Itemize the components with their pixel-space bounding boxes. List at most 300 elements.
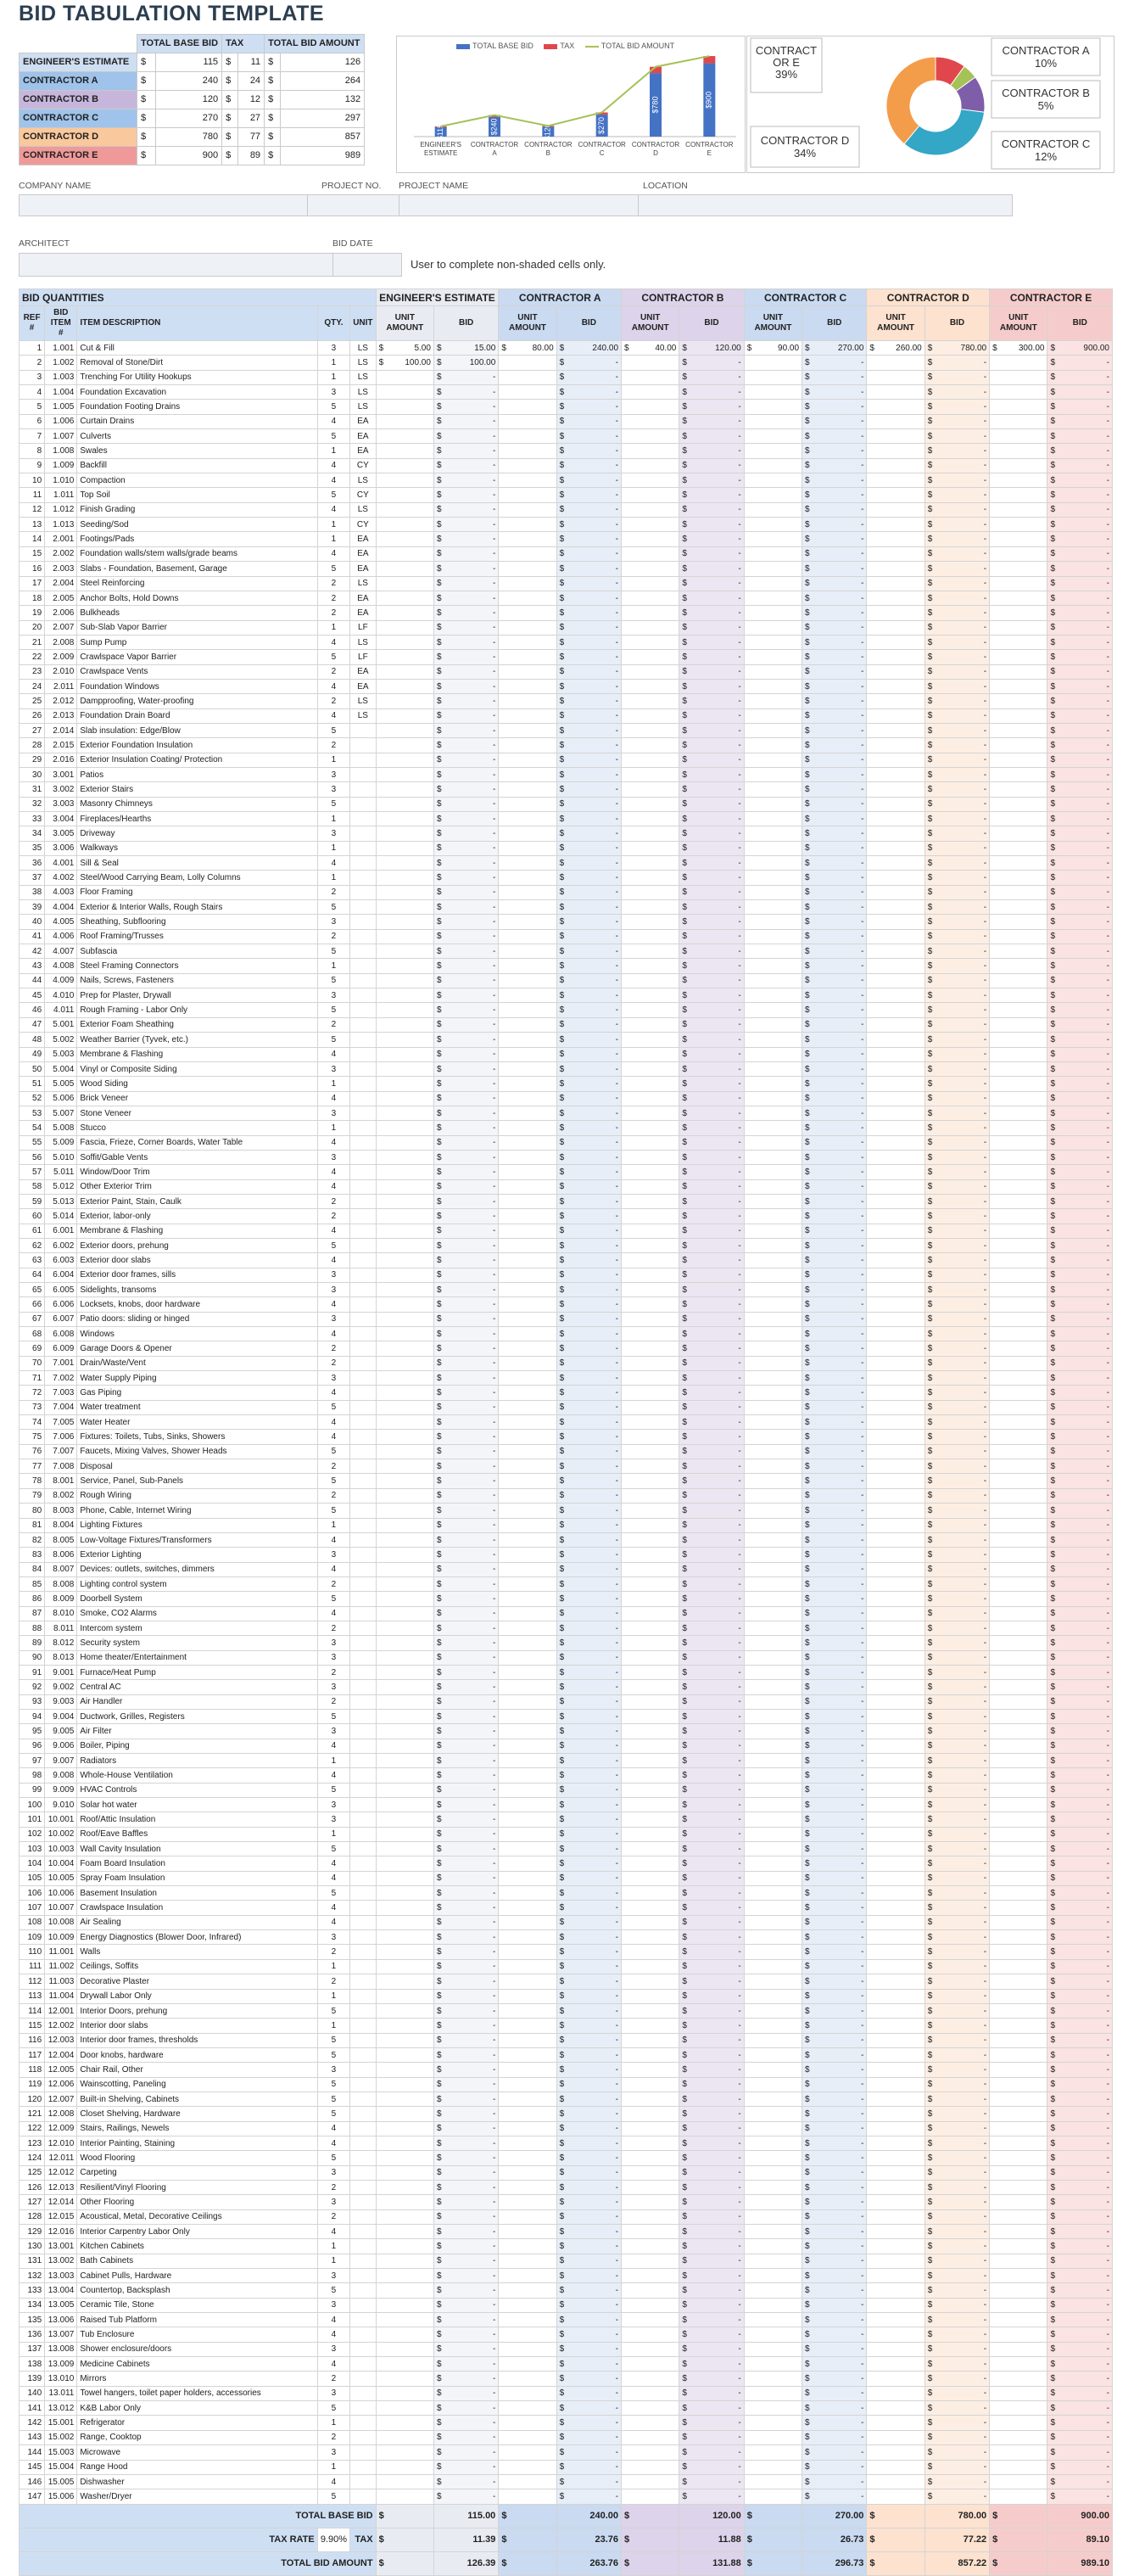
unit-amount-contractor-e[interactable] xyxy=(990,606,1047,620)
item-description[interactable]: Exterior Paint, Stain, Caulk xyxy=(77,1194,317,1208)
bid-item-number[interactable]: 10.006 xyxy=(45,1886,77,1901)
unit-amount-engineer[interactable] xyxy=(376,2342,433,2356)
unit-amount-contractor-d[interactable] xyxy=(867,2151,925,2165)
item-unit[interactable] xyxy=(350,2063,376,2077)
unit-amount-contractor-a[interactable] xyxy=(499,356,556,370)
unit-amount-contractor-b[interactable] xyxy=(622,1592,679,1606)
item-quantity[interactable]: 5 xyxy=(317,2283,349,2298)
unit-amount-engineer[interactable] xyxy=(376,723,433,737)
unit-amount-contractor-b[interactable] xyxy=(622,2401,679,2416)
unit-amount-contractor-a[interactable] xyxy=(499,546,556,561)
item-quantity[interactable]: 4 xyxy=(317,1871,349,1885)
bid-item-number[interactable]: 12.013 xyxy=(45,2180,77,2194)
unit-amount-contractor-d[interactable] xyxy=(867,753,925,767)
unit-amount-contractor-d[interactable] xyxy=(867,1798,925,1812)
item-unit[interactable] xyxy=(350,2121,376,2136)
bid-item-number[interactable]: 2.003 xyxy=(45,562,77,576)
unit-amount-contractor-e[interactable] xyxy=(990,1930,1047,1945)
item-description[interactable]: Other Flooring xyxy=(77,2195,317,2209)
unit-amount-engineer[interactable] xyxy=(376,1650,433,1665)
bid-item-number[interactable]: 1.006 xyxy=(45,414,77,428)
item-unit[interactable]: LS xyxy=(350,694,376,708)
unit-amount-contractor-e[interactable] xyxy=(990,546,1047,561)
item-description[interactable]: Water Heater xyxy=(77,1415,317,1430)
unit-amount-contractor-e[interactable] xyxy=(990,988,1047,1003)
bid-item-number[interactable]: 8.012 xyxy=(45,1636,77,1650)
bid-item-number[interactable]: 12.002 xyxy=(45,2019,77,2033)
unit-amount-contractor-e[interactable] xyxy=(990,1812,1047,1827)
unit-amount-contractor-a[interactable] xyxy=(499,562,556,576)
item-quantity[interactable]: 3 xyxy=(317,1930,349,1945)
unit-amount-contractor-b[interactable] xyxy=(622,1680,679,1694)
unit-amount-contractor-a[interactable] xyxy=(499,2003,556,2018)
unit-amount-contractor-b[interactable] xyxy=(622,2342,679,2356)
unit-amount-contractor-d[interactable] xyxy=(867,959,925,973)
unit-amount-contractor-b[interactable] xyxy=(622,1621,679,1635)
bid-item-number[interactable]: 5.010 xyxy=(45,1150,77,1164)
item-quantity[interactable]: 1 xyxy=(317,620,349,635)
unit-amount-contractor-b[interactable] xyxy=(622,856,679,871)
unit-amount-contractor-a[interactable] xyxy=(499,753,556,767)
unit-amount-contractor-c[interactable] xyxy=(744,1739,802,1753)
item-quantity[interactable]: 4 xyxy=(317,1253,349,1268)
unit-amount-engineer[interactable] xyxy=(376,1783,433,1797)
unit-amount-contractor-d[interactable] xyxy=(867,812,925,826)
bid-item-number[interactable]: 5.013 xyxy=(45,1194,77,1208)
unit-amount-contractor-b[interactable] xyxy=(622,2430,679,2444)
unit-amount-contractor-c[interactable] xyxy=(744,1709,802,1723)
unit-amount-contractor-b[interactable] xyxy=(622,2460,679,2474)
unit-amount-contractor-d[interactable] xyxy=(867,429,925,444)
unit-amount-contractor-d[interactable] xyxy=(867,1415,925,1430)
unit-amount-contractor-c[interactable] xyxy=(744,2092,802,2106)
bid-item-number[interactable]: 13.008 xyxy=(45,2342,77,2356)
unit-amount-engineer[interactable] xyxy=(376,502,433,517)
unit-amount-contractor-d[interactable] xyxy=(867,1739,925,1753)
unit-amount-contractor-b[interactable] xyxy=(622,2033,679,2047)
unit-amount-contractor-c[interactable] xyxy=(744,1812,802,1827)
bid-item-number[interactable]: 1.005 xyxy=(45,400,77,414)
item-description[interactable]: Exterior & Interior Walls, Rough Stairs xyxy=(77,900,317,915)
unit-amount-contractor-e[interactable] xyxy=(990,959,1047,973)
unit-amount-contractor-b[interactable] xyxy=(622,2063,679,2077)
unit-amount-contractor-a[interactable] xyxy=(499,1106,556,1120)
unit-amount-contractor-d[interactable] xyxy=(867,1783,925,1797)
unit-amount-engineer[interactable] xyxy=(376,1179,433,1194)
unit-amount-contractor-a[interactable] xyxy=(499,1548,556,1562)
item-quantity[interactable]: 3 xyxy=(317,1268,349,1282)
unit-amount-contractor-a[interactable] xyxy=(499,1238,556,1252)
unit-amount-contractor-b[interactable] xyxy=(622,1091,679,1106)
bid-item-number[interactable]: 1.007 xyxy=(45,429,77,444)
unit-amount-contractor-e[interactable] xyxy=(990,576,1047,591)
unit-amount-contractor-c[interactable] xyxy=(744,2239,802,2254)
unit-amount-contractor-b[interactable] xyxy=(622,1150,679,1164)
unit-amount-contractor-d[interactable] xyxy=(867,1033,925,1047)
item-unit[interactable]: LS xyxy=(350,576,376,591)
unit-amount-contractor-e[interactable] xyxy=(990,1592,1047,1606)
unit-amount-contractor-c[interactable] xyxy=(744,1650,802,1665)
bid-item-number[interactable]: 9.007 xyxy=(45,1754,77,1768)
unit-amount-contractor-c[interactable] xyxy=(744,414,802,428)
item-unit[interactable] xyxy=(350,1783,376,1797)
unit-amount-contractor-e[interactable] xyxy=(990,1444,1047,1459)
unit-amount-engineer[interactable] xyxy=(376,664,433,679)
unit-amount-contractor-d[interactable] xyxy=(867,2225,925,2239)
item-description[interactable]: Wood Siding xyxy=(77,1077,317,1091)
item-description[interactable]: Bulkheads xyxy=(77,606,317,620)
unit-amount-contractor-d[interactable] xyxy=(867,2386,925,2400)
unit-amount-contractor-b[interactable] xyxy=(622,1415,679,1430)
unit-amount-contractor-b[interactable] xyxy=(622,1856,679,1871)
unit-amount-contractor-a[interactable] xyxy=(499,2121,556,2136)
item-unit[interactable] xyxy=(350,2092,376,2106)
item-quantity[interactable]: 1 xyxy=(317,753,349,767)
unit-amount-engineer[interactable] xyxy=(376,1636,433,1650)
unit-amount-contractor-b[interactable] xyxy=(622,1135,679,1150)
unit-amount-contractor-b[interactable] xyxy=(622,2077,679,2092)
unit-amount-contractor-d[interactable] xyxy=(867,400,925,414)
unit-amount-contractor-a[interactable] xyxy=(499,2225,556,2239)
unit-amount-contractor-c[interactable] xyxy=(744,385,802,400)
unit-amount-contractor-c[interactable] xyxy=(744,2269,802,2283)
unit-amount-contractor-b[interactable] xyxy=(622,2165,679,2180)
item-unit[interactable]: LS xyxy=(350,385,376,400)
unit-amount-contractor-b[interactable] xyxy=(622,1504,679,1518)
unit-amount-contractor-e[interactable] xyxy=(990,1312,1047,1326)
bid-item-number[interactable]: 2.016 xyxy=(45,753,77,767)
item-unit[interactable] xyxy=(350,1974,376,1989)
unit-amount-contractor-b[interactable] xyxy=(622,944,679,959)
tax-rate-input[interactable]: 9.90% xyxy=(317,2528,349,2551)
item-description[interactable]: Faucets, Mixing Valves, Shower Heads xyxy=(77,1444,317,1459)
unit-amount-contractor-c[interactable] xyxy=(744,2357,802,2372)
unit-amount-contractor-e[interactable] xyxy=(990,694,1047,708)
item-unit[interactable] xyxy=(350,856,376,871)
unit-amount-engineer[interactable] xyxy=(376,1430,433,1444)
item-description[interactable]: Slab insulation: Edge/Blow xyxy=(77,723,317,737)
item-unit[interactable] xyxy=(350,1165,376,1179)
unit-amount-contractor-e[interactable] xyxy=(990,1665,1047,1679)
item-quantity[interactable]: 5 xyxy=(317,1592,349,1606)
unit-amount-contractor-b[interactable] xyxy=(622,679,679,693)
unit-amount-contractor-a[interactable] xyxy=(499,1930,556,1945)
unit-amount-contractor-d[interactable] xyxy=(867,2474,925,2489)
item-unit[interactable] xyxy=(350,1606,376,1621)
unit-amount-contractor-a[interactable] xyxy=(499,1444,556,1459)
unit-amount-contractor-d[interactable] xyxy=(867,1548,925,1562)
unit-amount-engineer[interactable] xyxy=(376,1459,433,1474)
item-quantity[interactable]: 4 xyxy=(317,635,349,649)
item-description[interactable]: Exterior Stairs xyxy=(77,782,317,797)
item-unit[interactable]: EA xyxy=(350,606,376,620)
bid-item-number[interactable]: 9.005 xyxy=(45,1724,77,1739)
unit-amount-contractor-e[interactable] xyxy=(990,562,1047,576)
unit-amount-contractor-d[interactable] xyxy=(867,1621,925,1635)
unit-amount-contractor-a[interactable] xyxy=(499,1504,556,1518)
item-unit[interactable]: EA xyxy=(350,591,376,605)
unit-amount-contractor-c[interactable] xyxy=(744,1238,802,1252)
item-quantity[interactable]: 1 xyxy=(317,1754,349,1768)
unit-amount-contractor-a[interactable] xyxy=(499,650,556,664)
unit-amount-contractor-d[interactable] xyxy=(867,1327,925,1341)
item-description[interactable]: Ductwork, Grilles, Registers xyxy=(77,1709,317,1723)
item-unit[interactable]: LS xyxy=(350,502,376,517)
unit-amount-engineer[interactable] xyxy=(376,2283,433,2298)
item-quantity[interactable]: 1 xyxy=(317,812,349,826)
item-description[interactable]: Shower enclosure/doors xyxy=(77,2342,317,2356)
unit-amount-contractor-e[interactable] xyxy=(990,2401,1047,2416)
unit-amount-contractor-b[interactable] xyxy=(622,1930,679,1945)
item-description[interactable]: Removal of Stone/Dirt xyxy=(77,356,317,370)
bid-item-number[interactable]: 12.012 xyxy=(45,2165,77,2180)
unit-amount-contractor-d[interactable] xyxy=(867,2313,925,2327)
unit-amount-contractor-a[interactable] xyxy=(499,1400,556,1414)
unit-amount-contractor-e[interactable] xyxy=(990,2165,1047,2180)
unit-amount-contractor-d[interactable] xyxy=(867,2239,925,2254)
item-quantity[interactable]: 1 xyxy=(317,1518,349,1532)
unit-amount-contractor-a[interactable] xyxy=(499,1312,556,1326)
item-quantity[interactable]: 5 xyxy=(317,488,349,502)
unit-amount-contractor-b[interactable] xyxy=(622,973,679,988)
unit-amount-contractor-c[interactable] xyxy=(744,708,802,723)
item-description[interactable]: Devices: outlets, switches, dimmers xyxy=(77,1562,317,1576)
bid-item-number[interactable]: 6.005 xyxy=(45,1283,77,1297)
item-unit[interactable] xyxy=(350,2445,376,2460)
item-unit[interactable] xyxy=(350,1562,376,1576)
unit-amount-contractor-e[interactable] xyxy=(990,1989,1047,2003)
bid-item-number[interactable]: 4.005 xyxy=(45,915,77,929)
unit-amount-engineer[interactable] xyxy=(376,871,433,885)
unit-amount-contractor-d[interactable] xyxy=(867,1135,925,1150)
unit-amount-contractor-c[interactable] xyxy=(744,1592,802,1606)
unit-amount-engineer[interactable] xyxy=(376,1562,433,1576)
unit-amount-contractor-e[interactable] xyxy=(990,944,1047,959)
unit-amount-engineer[interactable] xyxy=(376,2254,433,2268)
bid-item-number[interactable]: 12.010 xyxy=(45,2136,77,2150)
unit-amount-contractor-b[interactable] xyxy=(622,2416,679,2430)
unit-amount-contractor-c[interactable] xyxy=(744,1945,802,1959)
item-description[interactable]: Furnace/Heat Pump xyxy=(77,1665,317,1679)
unit-amount-contractor-c[interactable] xyxy=(744,2254,802,2268)
bid-item-number[interactable]: 8.006 xyxy=(45,1548,77,1562)
unit-amount-contractor-b[interactable] xyxy=(622,2298,679,2312)
item-unit[interactable] xyxy=(350,2180,376,2194)
item-quantity[interactable]: 4 xyxy=(317,473,349,488)
unit-amount-contractor-b[interactable] xyxy=(622,841,679,855)
bid-date-field[interactable] xyxy=(332,253,402,277)
unit-amount-contractor-c[interactable] xyxy=(744,620,802,635)
unit-amount-contractor-d[interactable] xyxy=(867,502,925,517)
unit-amount-contractor-b[interactable] xyxy=(622,1812,679,1827)
unit-amount-contractor-e[interactable] xyxy=(990,915,1047,929)
item-description[interactable]: Driveway xyxy=(77,826,317,841)
unit-amount-engineer[interactable] xyxy=(376,2019,433,2033)
unit-amount-contractor-a[interactable] xyxy=(499,1532,556,1547)
unit-amount-contractor-b[interactable] xyxy=(622,385,679,400)
item-description[interactable]: Decorative Plaster xyxy=(77,1974,317,1989)
bid-item-number[interactable]: 8.004 xyxy=(45,1518,77,1532)
unit-amount-contractor-a[interactable] xyxy=(499,2209,556,2224)
unit-amount-contractor-a[interactable] xyxy=(499,1562,556,1576)
item-description[interactable]: Windows xyxy=(77,1327,317,1341)
unit-amount-contractor-b[interactable] xyxy=(622,518,679,532)
unit-amount-contractor-d[interactable] xyxy=(867,1827,925,1841)
unit-amount-contractor-e[interactable] xyxy=(990,812,1047,826)
bid-item-number[interactable]: 13.001 xyxy=(45,2239,77,2254)
unit-amount-contractor-d[interactable] xyxy=(867,1341,925,1356)
item-quantity[interactable]: 3 xyxy=(317,1106,349,1120)
unit-amount-contractor-a[interactable] xyxy=(499,1665,556,1679)
unit-amount-engineer[interactable] xyxy=(376,944,433,959)
item-description[interactable]: Walkways xyxy=(77,841,317,855)
unit-amount-contractor-d[interactable] xyxy=(867,664,925,679)
unit-amount-contractor-c[interactable] xyxy=(744,1474,802,1488)
unit-amount-contractor-a[interactable] xyxy=(499,2180,556,2194)
unit-amount-contractor-c[interactable] xyxy=(744,2107,802,2121)
unit-amount-contractor-a[interactable] xyxy=(499,1268,556,1282)
unit-amount-contractor-a[interactable] xyxy=(499,1327,556,1341)
unit-amount-contractor-a[interactable] xyxy=(499,856,556,871)
item-description[interactable]: Wainscotting, Paneling xyxy=(77,2077,317,2092)
bid-item-number[interactable]: 2.005 xyxy=(45,591,77,605)
unit-amount-engineer[interactable] xyxy=(376,2298,433,2312)
unit-amount-contractor-b[interactable] xyxy=(622,2121,679,2136)
item-description[interactable]: Weather Barrier (Tyvek, etc.) xyxy=(77,1033,317,1047)
item-quantity[interactable]: 5 xyxy=(317,1886,349,1901)
item-unit[interactable] xyxy=(350,1886,376,1901)
unit-amount-contractor-a[interactable] xyxy=(499,1386,556,1400)
item-quantity[interactable]: 3 xyxy=(317,1548,349,1562)
item-unit[interactable] xyxy=(350,1798,376,1812)
bid-item-number[interactable]: 4.008 xyxy=(45,959,77,973)
bid-item-number[interactable]: 12.015 xyxy=(45,2209,77,2224)
unit-amount-contractor-c[interactable] xyxy=(744,2298,802,2312)
item-unit[interactable] xyxy=(350,1253,376,1268)
unit-amount-contractor-a[interactable] xyxy=(499,1209,556,1224)
unit-amount-contractor-a[interactable] xyxy=(499,2298,556,2312)
unit-amount-engineer[interactable] xyxy=(376,1680,433,1694)
unit-amount-contractor-d[interactable] xyxy=(867,1650,925,1665)
item-unit[interactable] xyxy=(350,1827,376,1841)
unit-amount-contractor-d[interactable] xyxy=(867,1047,925,1061)
unit-amount-contractor-e[interactable] xyxy=(990,1548,1047,1562)
item-unit[interactable] xyxy=(350,1121,376,1135)
unit-amount-contractor-d[interactable] xyxy=(867,1886,925,1901)
bid-item-number[interactable]: 5.009 xyxy=(45,1135,77,1150)
unit-amount-contractor-e[interactable] xyxy=(990,2195,1047,2209)
unit-amount-contractor-d[interactable] xyxy=(867,1238,925,1252)
item-description[interactable]: Washer/Dryer xyxy=(77,2489,317,2504)
unit-amount-engineer[interactable] xyxy=(376,576,433,591)
unit-amount-contractor-c[interactable] xyxy=(744,1915,802,1929)
unit-amount-contractor-a[interactable] xyxy=(499,1061,556,1076)
unit-amount-contractor-d[interactable] xyxy=(867,1709,925,1723)
bid-item-number[interactable]: 12.011 xyxy=(45,2151,77,2165)
unit-amount-engineer[interactable] xyxy=(376,1150,433,1164)
unit-amount-contractor-b[interactable] xyxy=(622,1121,679,1135)
unit-amount-contractor-a[interactable] xyxy=(499,2489,556,2504)
unit-amount-contractor-a[interactable] xyxy=(499,2313,556,2327)
unit-amount-contractor-a[interactable] xyxy=(499,1371,556,1386)
unit-amount-contractor-d[interactable] xyxy=(867,1518,925,1532)
item-unit[interactable] xyxy=(350,1548,376,1562)
bid-item-number[interactable]: 5.007 xyxy=(45,1106,77,1120)
unit-amount-contractor-a[interactable] xyxy=(499,488,556,502)
item-unit[interactable] xyxy=(350,1724,376,1739)
item-quantity[interactable]: 1 xyxy=(317,2019,349,2033)
item-unit[interactable] xyxy=(350,1930,376,1945)
item-quantity[interactable]: 3 xyxy=(317,385,349,400)
item-unit[interactable]: EA xyxy=(350,429,376,444)
unit-amount-engineer[interactable] xyxy=(376,1621,433,1635)
unit-amount-contractor-b[interactable] xyxy=(622,429,679,444)
item-description[interactable]: Intercom system xyxy=(77,1621,317,1635)
bid-item-number[interactable]: 6.009 xyxy=(45,1341,77,1356)
unit-amount-contractor-b[interactable] xyxy=(622,2386,679,2400)
item-quantity[interactable]: 3 xyxy=(317,2195,349,2209)
item-quantity[interactable]: 4 xyxy=(317,2313,349,2327)
unit-amount-contractor-d[interactable] xyxy=(867,2047,925,2062)
unit-amount-contractor-b[interactable] xyxy=(622,2047,679,2062)
item-quantity[interactable]: 4 xyxy=(317,1165,349,1179)
unit-amount-contractor-d[interactable] xyxy=(867,944,925,959)
item-unit[interactable] xyxy=(350,973,376,988)
unit-amount-contractor-e[interactable] xyxy=(990,1194,1047,1208)
item-unit[interactable]: EA xyxy=(350,444,376,458)
item-unit[interactable] xyxy=(350,1283,376,1297)
item-unit[interactable] xyxy=(350,2047,376,2062)
unit-amount-contractor-d[interactable] xyxy=(867,738,925,753)
unit-amount-contractor-e[interactable] xyxy=(990,1386,1047,1400)
item-unit[interactable] xyxy=(350,1238,376,1252)
bid-item-number[interactable]: 11.003 xyxy=(45,1974,77,1989)
unit-amount-engineer[interactable] xyxy=(376,444,433,458)
unit-amount-contractor-a[interactable] xyxy=(499,871,556,885)
unit-amount-contractor-e[interactable] xyxy=(990,518,1047,532)
item-quantity[interactable]: 5 xyxy=(317,1783,349,1797)
item-quantity[interactable]: 2 xyxy=(317,738,349,753)
unit-amount-contractor-c[interactable] xyxy=(744,1459,802,1474)
unit-amount-engineer[interactable] xyxy=(376,1312,433,1326)
unit-amount-contractor-e[interactable] xyxy=(990,2386,1047,2400)
unit-amount-contractor-a[interactable] xyxy=(499,1945,556,1959)
unit-amount-contractor-d[interactable] xyxy=(867,1812,925,1827)
unit-amount-contractor-d[interactable] xyxy=(867,1179,925,1194)
item-quantity[interactable]: 2 xyxy=(317,929,349,944)
bid-item-number[interactable]: 1.004 xyxy=(45,385,77,400)
unit-amount-engineer[interactable] xyxy=(376,532,433,546)
unit-amount-contractor-c[interactable] xyxy=(744,532,802,546)
unit-amount-contractor-a[interactable] xyxy=(499,2033,556,2047)
item-description[interactable]: Patio doors: sliding or hinged xyxy=(77,1312,317,1326)
unit-amount-contractor-b[interactable] xyxy=(622,1842,679,1856)
unit-amount-contractor-b[interactable] xyxy=(622,1106,679,1120)
item-unit[interactable]: CY xyxy=(350,518,376,532)
item-quantity[interactable]: 2 xyxy=(317,1621,349,1635)
bid-item-number[interactable]: 12.006 xyxy=(45,2077,77,2092)
unit-amount-contractor-a[interactable] xyxy=(499,915,556,929)
unit-amount-contractor-e[interactable] xyxy=(990,2254,1047,2268)
item-quantity[interactable]: 4 xyxy=(317,1091,349,1106)
unit-amount-contractor-e[interactable] xyxy=(990,1121,1047,1135)
unit-amount-contractor-a[interactable] xyxy=(499,1709,556,1723)
unit-amount-contractor-a[interactable] xyxy=(499,2239,556,2254)
item-unit[interactable]: LF xyxy=(350,650,376,664)
bid-item-number[interactable]: 2.004 xyxy=(45,576,77,591)
item-unit[interactable] xyxy=(350,1768,376,1783)
bid-item-number[interactable]: 9.001 xyxy=(45,1665,77,1679)
